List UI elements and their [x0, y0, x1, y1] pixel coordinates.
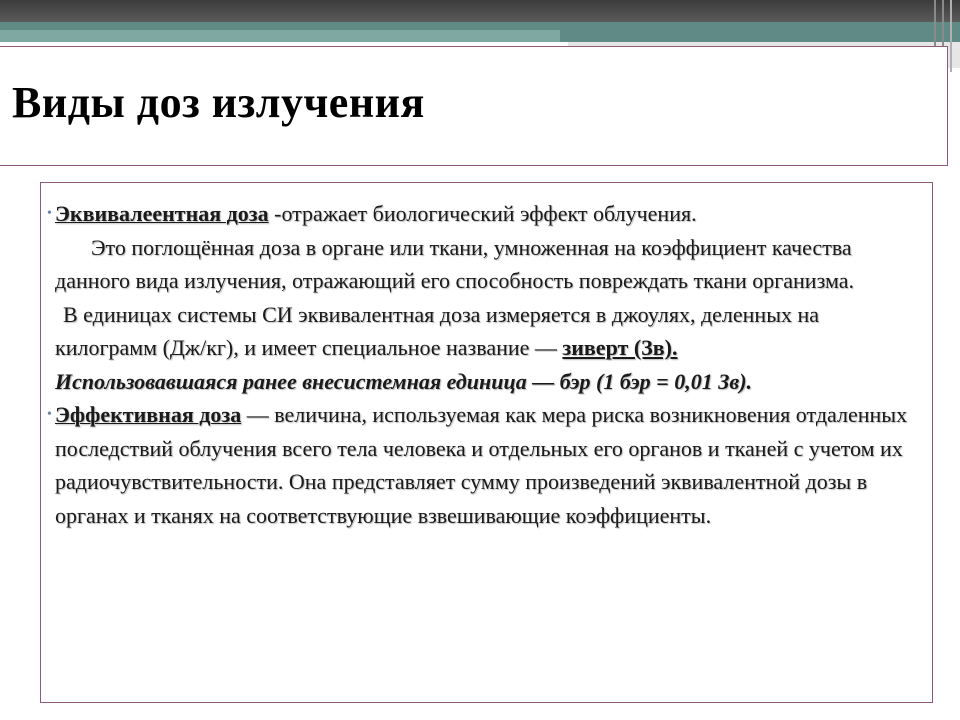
title-box [0, 46, 948, 166]
paragraph-equivalent-dose [47, 197, 925, 231]
content-text [47, 197, 925, 532]
header-band-teal-light [0, 30, 560, 42]
slide-title: Виды доз излучения [12, 78, 425, 127]
definition-text: -отражает биологический эффект облучения. [268, 201, 697, 226]
si-unit-text: В единицах системы СИ эквивалентная доза измеряется в джоулях, деленных на килограмм (Дж/кг), и имеет специальное название — [55, 301, 820, 360]
paragraph-effective-dose [47, 398, 925, 532]
content-box [40, 182, 933, 703]
term-equivalent-dose: Эквивалеентная доза [55, 201, 269, 226]
header-vertical-line [950, 0, 952, 72]
bullet-icon: • [47, 206, 52, 221]
paragraph-si-unit [55, 298, 925, 365]
paragraph-explanation [55, 231, 925, 298]
unit-sievert: зиверт (Зв). [562, 335, 678, 360]
old-unit-text: Использовавшаяся ранее внесистемная единица — бэр (1 бэр = 0,01 Зв). [55, 368, 753, 394]
paragraph-old-unit [55, 365, 925, 399]
effective-dose-text: — величина, используемая как мера риска возникновения отдаленных последствий облучения всего тела человека и отдельных его органов и тканей с учетом их радиочувствительности. Она представляет сумму произведений эквивалентной дозы в органах и тканях на соответствующие взвешивающие коэффициенты. [55, 402, 908, 528]
explanation-text: Это поглощённая доза в органе или ткани, умноженная на коэффициент качества данного вида излучения, отражающий его способность повреждать ткани организма. [55, 234, 854, 293]
term-effective-dose: Эффективная доза [55, 402, 242, 427]
header-band-dark [0, 0, 960, 22]
bullet-icon: • [47, 407, 52, 422]
